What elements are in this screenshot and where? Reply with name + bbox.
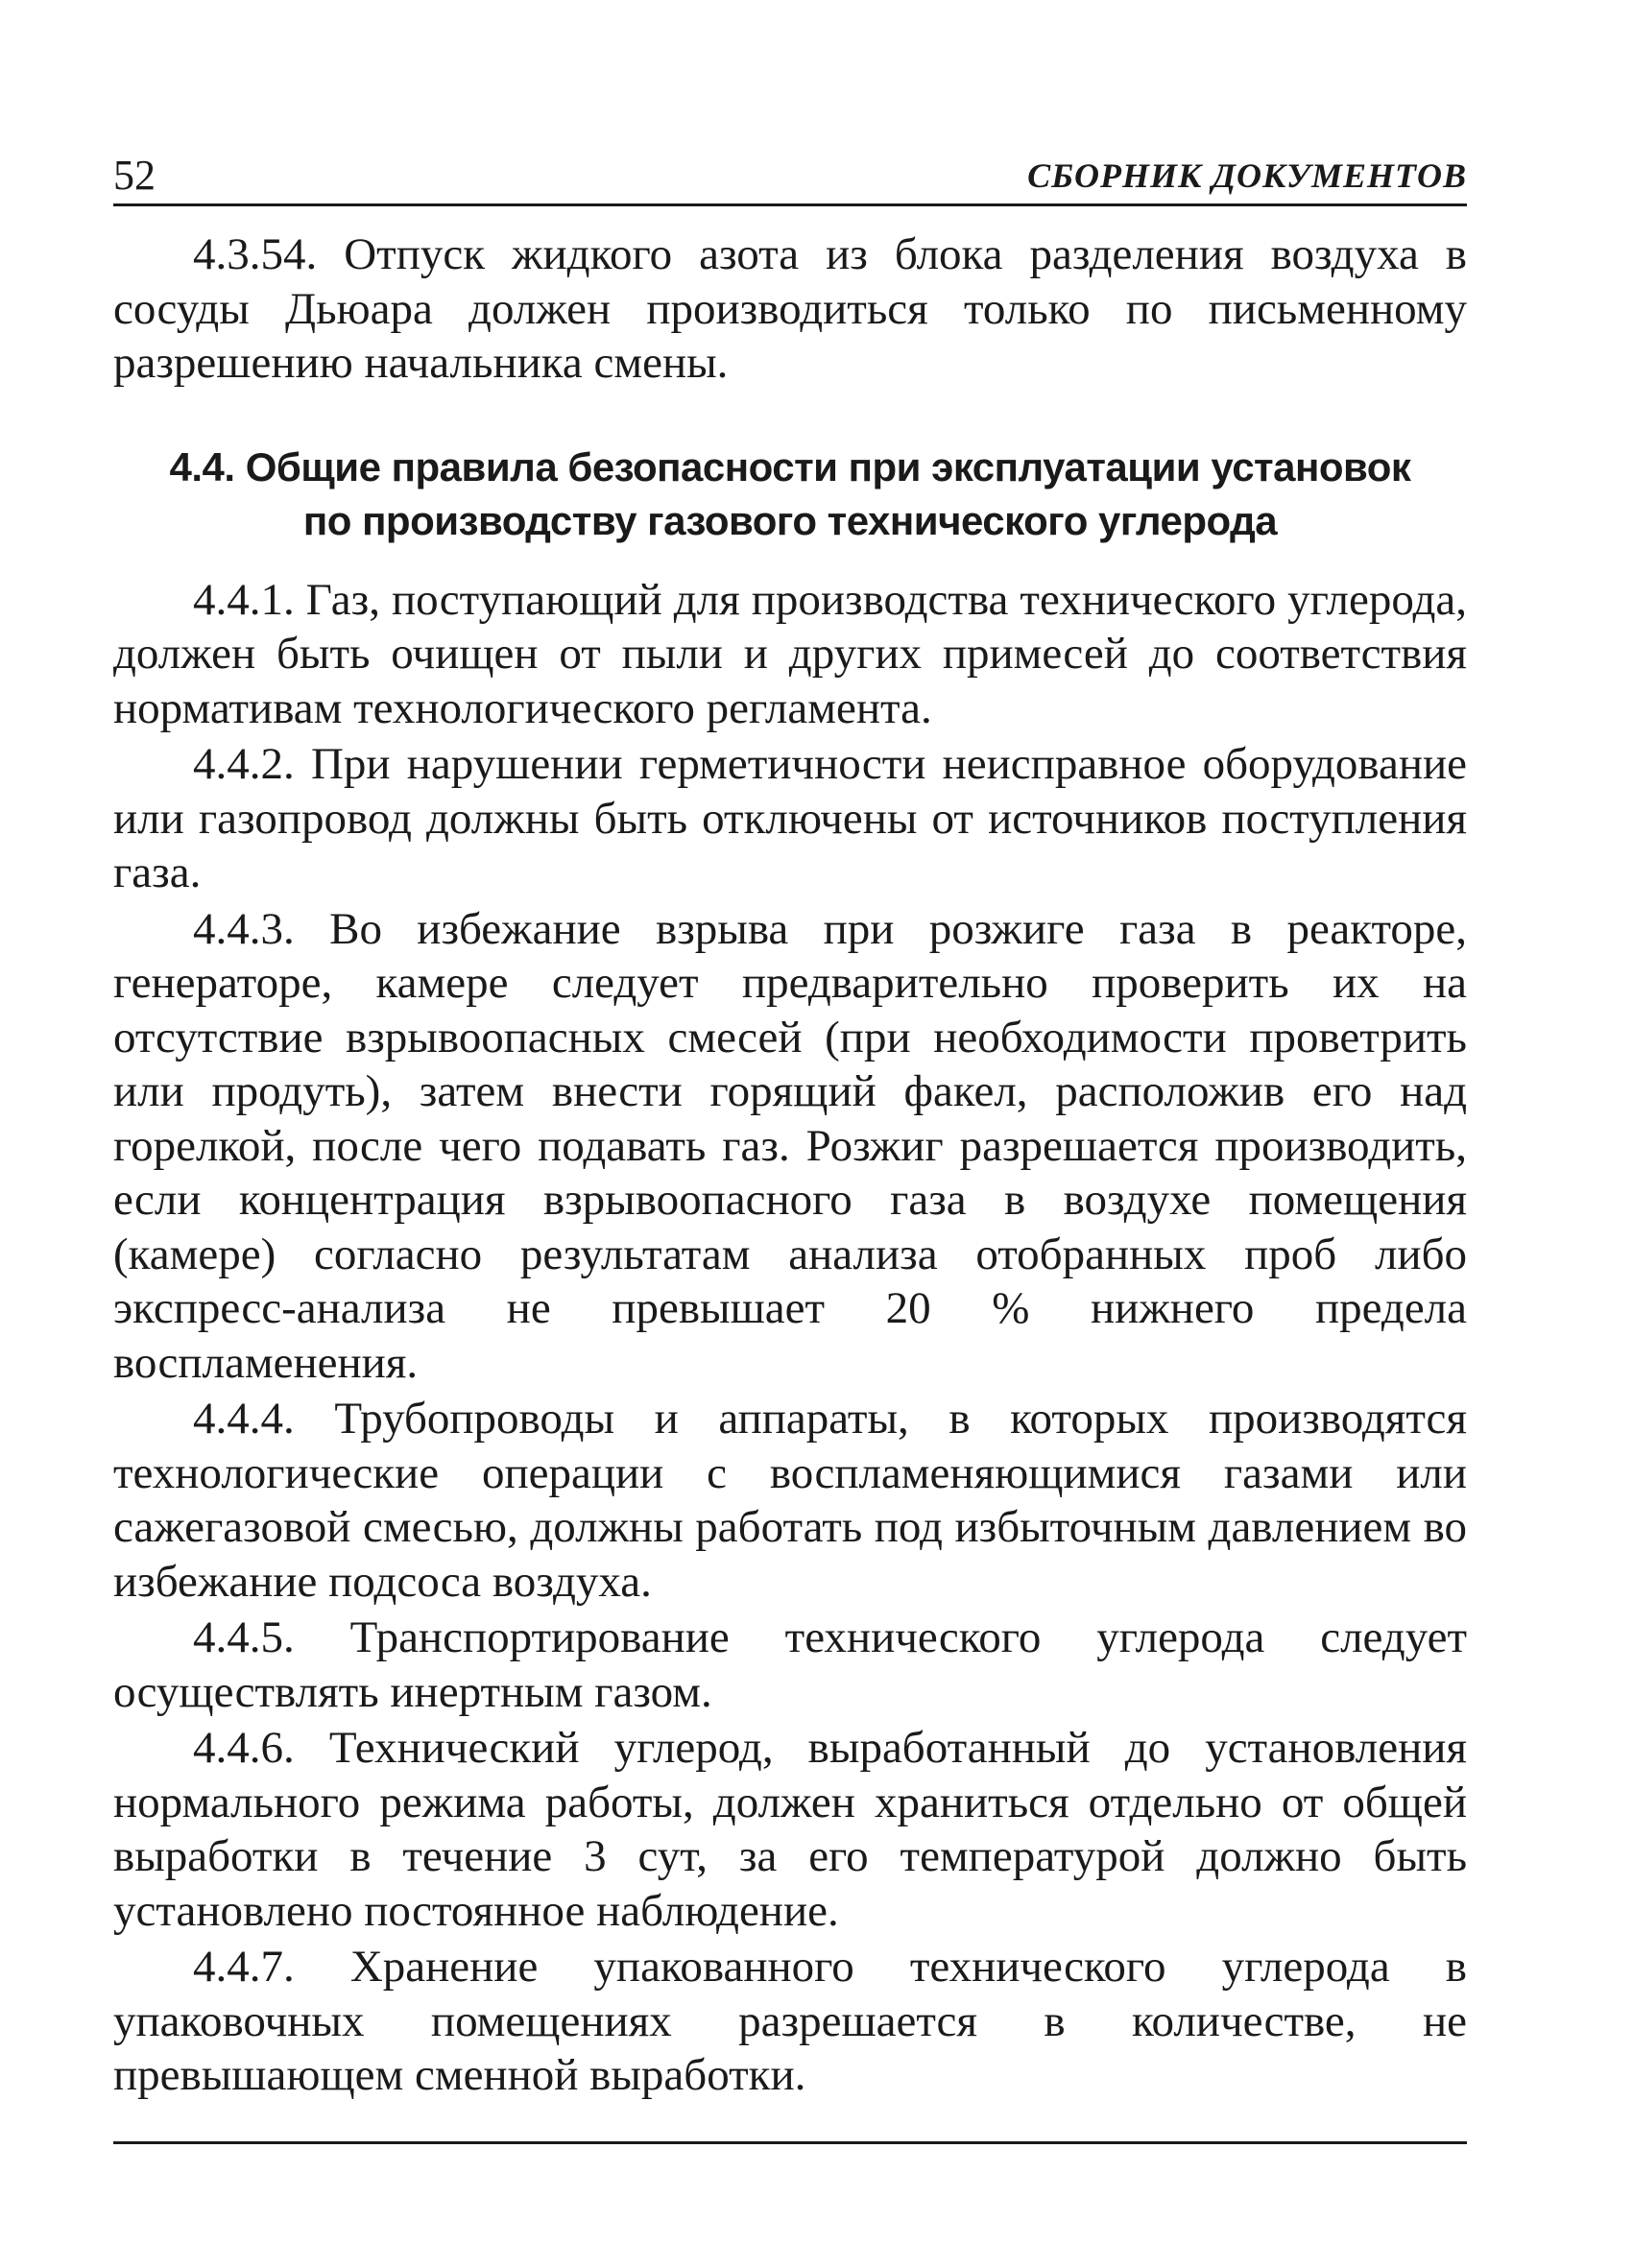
clause-4-4-3: 4.4.3. Во избежание взрыва при розжиге газа в реакторе, генераторе, камере следует предварительно проверить их на отсутствие взрывоопасных смесей (при необходимости проветрить или продуть), затем внести горящий факел, расположив его над горелкой, после чего подавать газ. Розжиг разрешается производить, если концентрация взрывоопасного газа в воздухе помещения (камере) согласно результатам анализа отобранных проб либо экспресс-анализа не превышает 20 % нижнего предела воспламенения. bbox=[113, 903, 1467, 1388]
clause-4-4-1: 4.4.1. Газ, поступающий для производства технического углерода, должен быть очищен от пыли и других примесей до соответствия нормативам технологического регламента. bbox=[113, 574, 1467, 733]
bottom-rule bbox=[113, 2141, 1467, 2144]
clause-4-4-2: 4.4.2. При нарушении герметичности неисправное оборудование или газопровод должны быть отключены от источников поступления газа. bbox=[113, 739, 1467, 897]
running-title: СБОРНИК ДОКУМЕНТОВ bbox=[1027, 156, 1467, 195]
page-number: 52 bbox=[113, 152, 156, 199]
running-header bbox=[113, 134, 1467, 206]
clause-4-4-7: 4.4.7. Хранение упакованного технического углерода в упаковочных помещениях разрешается в количестве, не превышающем сменной выработки. bbox=[113, 1942, 1467, 2100]
section-heading-line-1: 4.4. Общие правила безопасности при эксплуатации установок bbox=[169, 443, 1411, 489]
section-heading-line-2: по производству газового технического углерода bbox=[302, 497, 1278, 543]
paragraph-4-3-54: 4.3.54. Отпуск жидкого азота из блока разделения воздуха в сосуды Дьюара должен производиться только по письменному разрешению начальника смены. bbox=[113, 229, 1467, 388]
clause-4-4-4: 4.4.4. Трубопроводы и аппараты, в которых производятся технологические операции с воспламеняющимися газами или сажегазовой смесью, должны работать под избыточным давлением во избежание подсоса воздуха. bbox=[113, 1394, 1467, 1607]
clause-4-4-5: 4.4.5. Транспортирование технического углерода следует осуществлять инертным газом. bbox=[113, 1612, 1467, 1717]
clause-4-4-6: 4.4.6. Технический углерод, выработанный до установления нормального режима работы, должен храниться отдельно от общей выработки в течение 3 сут, за его температурой должно быть установлено постоянное наблюдение. bbox=[113, 1723, 1467, 1936]
section-heading bbox=[113, 441, 1467, 548]
document-page bbox=[113, 134, 1467, 2144]
